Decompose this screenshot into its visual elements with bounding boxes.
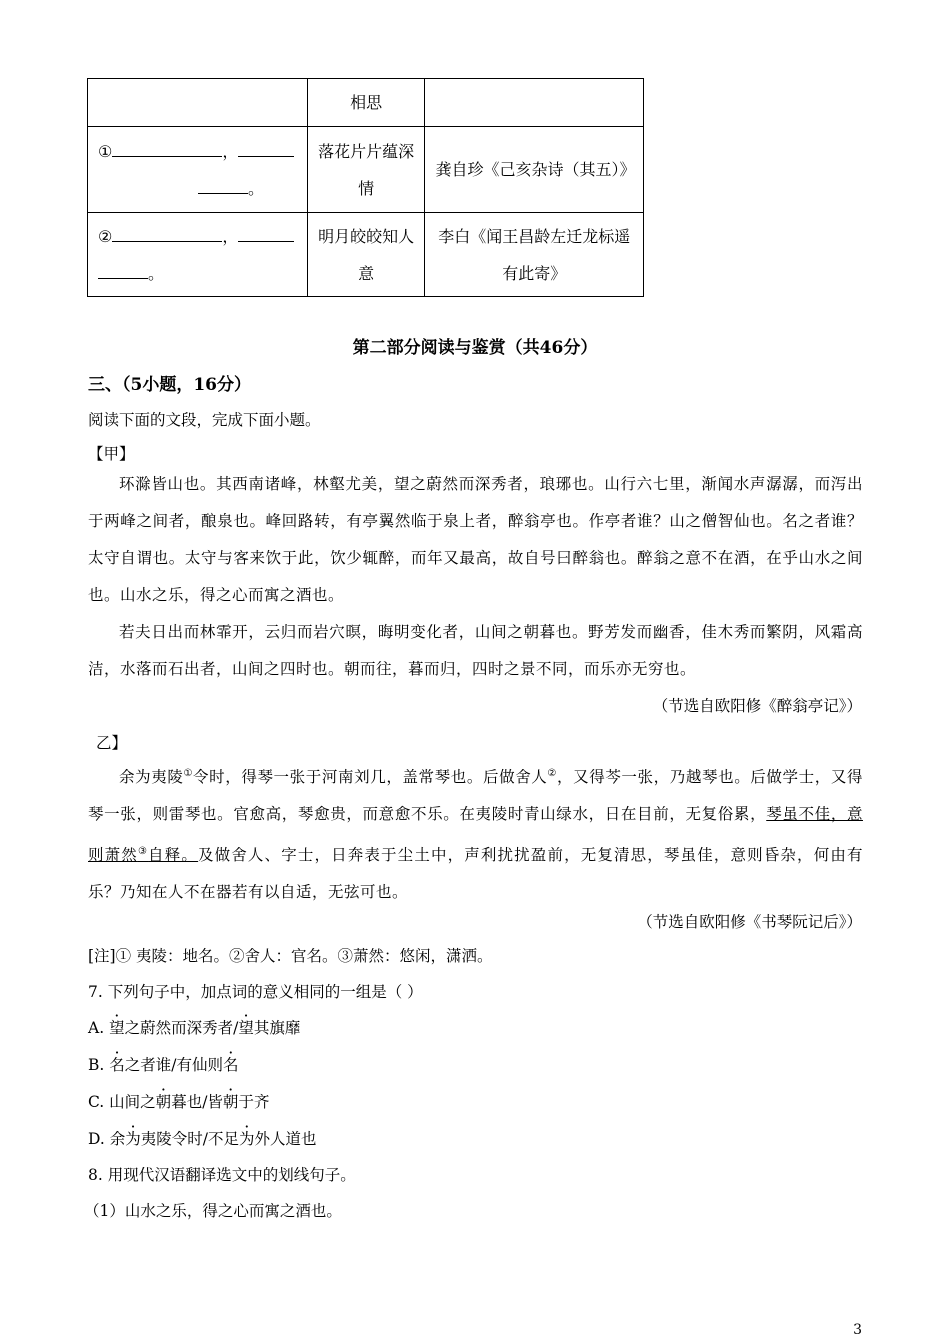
item-number: ② [98,226,113,246]
text-run: D. 余 [88,1130,126,1148]
answer-blank[interactable] [198,177,248,194]
text-run: 夷陵令时/不足 [140,1130,239,1148]
text-run: ，又得芩一张，乃越琴也。后做学士，又得琴一张，则雷琴也。官愈高，琴愈贵，而意愈不乐。在夷陵时青山绿水，日在目前，无复俗累， [88,768,863,824]
option-c[interactable] [88,1090,269,1112]
answer-blank[interactable] [112,225,222,242]
text-run: 琴虽不佳，意则萧然 [88,805,863,865]
text-run: A. [88,1019,110,1037]
answer-blank[interactable] [112,140,222,157]
passage-jia-source: （节选自欧阳修《醉翁亭记》） [652,697,862,715]
source-cell: 李白《闻王昌龄左迁龙标遥有此寄》 [425,213,644,297]
punctuation: ， [222,226,239,246]
option-b[interactable] [88,1053,239,1075]
part-title: 第二部分阅读与鉴赏（共46分） [352,338,598,358]
dotted-word: 望 [109,1019,125,1037]
passage-yi-source: （节选自欧阳修《书琴阮记后》） [637,913,862,931]
text-run: B. [88,1056,110,1074]
table-cell [425,79,644,127]
answer-blank[interactable] [238,225,294,242]
punctuation: 。 [248,178,265,198]
table-row [88,127,644,213]
option-d[interactable] [88,1127,317,1149]
question-8-sub-1: （1）山水之乐，得之心而寓之酒也。 [84,1202,342,1220]
passage-jia-paragraph-1: 环滁皆山也。其西南诸峰，林壑尤美，望之蔚然而深秀者，琅琊也。山行六七里，渐闻水声潺潺，而泻出于两峰之间者，酿泉也。峰回路转，有亭翼然临于泉上者，醉翁亭也。作亭者谁？山之僧智仙也。名之者谁？太守自谓也。太守与客来饮于此，饮少辄醉，而年又最高，故自号曰醉翁也。醉翁之意不在酒，在乎山水之间也。山水之乐，得之心而寓之酒也。 [88,475,863,604]
text-run: 令时，得琴一张于河南刘几，盖常琴也。后做舍人 [193,768,548,787]
text-run: 外人道也 [254,1130,317,1148]
text-run: 于齐 [238,1093,270,1111]
dotted-word: 为 [125,1130,141,1148]
dotted-word: 朝 [155,1093,172,1111]
dotted-word: 名 [109,1056,125,1074]
text-run: 其旗靡 [253,1019,301,1037]
table-row [88,79,644,127]
dotted-word: 朝 [222,1093,239,1111]
text-run: C. 山间之 [88,1093,156,1111]
passage-label-jia: 【甲】 [88,445,135,463]
text-run: 之者谁/有仙则 [124,1056,223,1074]
instruction: 阅读下面的文段，完成下面小题。 [88,411,321,429]
punctuation: ， [222,141,239,161]
text-run: 余为夷陵 [119,768,184,787]
table-cell [88,79,308,127]
text-run: 暮也/皆 [171,1093,223,1111]
passage-yi-paragraph [88,755,863,911]
section-title: 三、（5小题，16分） [88,375,251,395]
answer-blank[interactable] [238,140,294,157]
passage-label-yi: 乙】 [96,734,128,752]
answer-blank[interactable] [98,262,148,279]
annotation-note: [注]① 夷陵：地名。②舍人：官名。③萧然：悠闲，潇洒。 [88,947,493,965]
poem-table [87,78,644,297]
meaning-cell: 明月皎皎知人意 [307,213,425,297]
table-cell: 相思 [307,79,425,127]
source-cell: 龚自珍《己亥杂诗（其五）》 [425,127,644,213]
text-run: 之蔚然而深秀者/ [124,1019,239,1037]
page-number: 3 [853,1322,862,1338]
fill-blank-cell [88,213,308,297]
passage-jia-paragraph-2: 若夫日出而林霏开，云归而岩穴暝，晦明变化者，山间之朝暮也。野芳发而幽香，佳木秀而繁阴，风霜高洁，水落而石出者，山间之四时也。朝而往，暮而归，四时之景不同，而乐亦无穷也。 [88,623,863,678]
footnote-marker: ① [183,768,194,779]
text-run: 及做舍人、字士，日奔表于尘土中，声利扰扰盈前，无复清思，琴虽佳，意则昏杂，何由有乐？乃知在人不在器若有以自适，无弦可也。 [88,846,863,902]
text-run: 自释。 [148,846,198,865]
option-a[interactable] [88,1016,300,1038]
question-8-stem: 8. 用现代汉语翻译选文中的划线句子。 [88,1166,356,1184]
item-number: ① [98,141,113,161]
fill-blank-cell [88,127,308,213]
punctuation: 。 [148,263,165,283]
table-row [88,213,644,297]
footnote-marker: ② [547,768,557,779]
question-7-stem: 7. 下列句子中，加点词的意义相同的一组是（ ） [88,983,423,1001]
dotted-word: 为 [238,1130,255,1148]
footnote-marker: ③ [137,846,149,858]
meaning-cell: 落花片片蕴深情 [307,127,425,213]
dotted-word: 望 [238,1019,254,1037]
dotted-word: 名 [223,1056,239,1074]
